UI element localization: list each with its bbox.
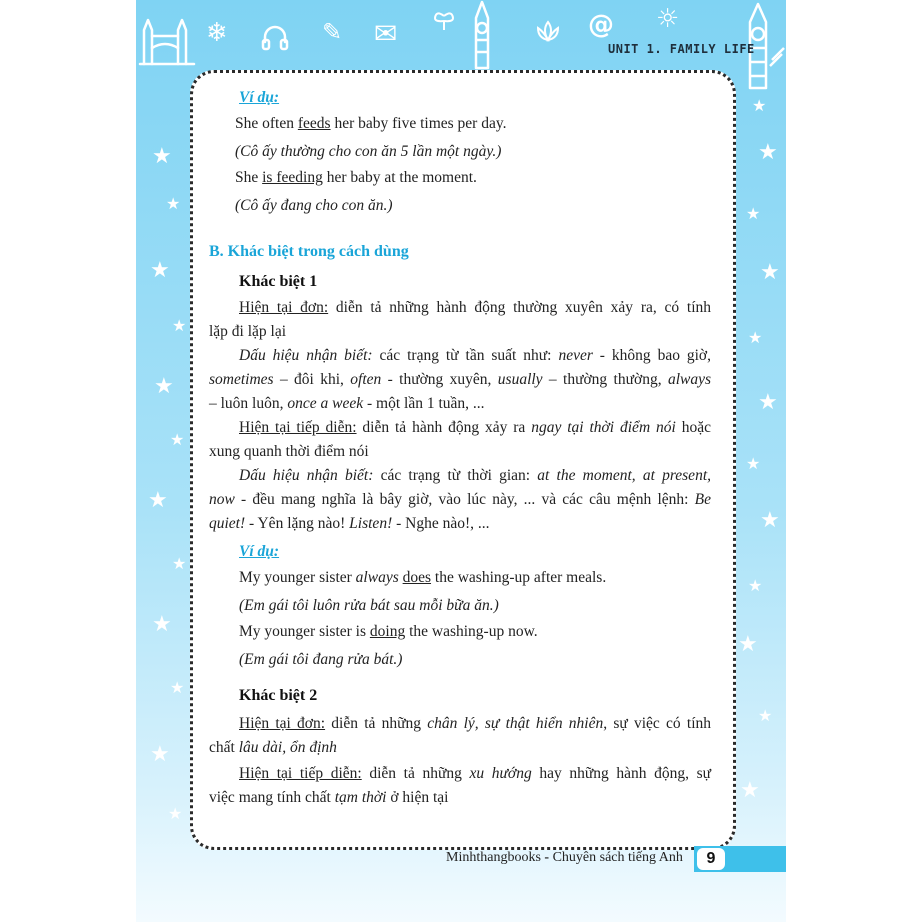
term-label: Hiện tại tiếp diễn: [239, 765, 362, 782]
butterfly-icon [432, 10, 456, 32]
text-span: diễn tả những [361, 765, 470, 782]
text-span: diễn tả hành động xảy ra [356, 419, 532, 436]
lotus-icon [534, 20, 562, 44]
text-span: her baby at the moment. [322, 169, 477, 186]
paragraph-line [239, 419, 711, 437]
star-decoration: ★ [168, 804, 183, 823]
section-title: B. Khác biệt trong cách dùng [209, 243, 409, 260]
star-decoration: ★ [748, 328, 763, 347]
example-translation: (Em gái tôi đang rửa bát.) [239, 651, 403, 668]
text-span: - thường xuyên, [381, 371, 498, 388]
emphasis: tạm thời [334, 789, 387, 806]
paragraph-line [209, 789, 448, 807]
text-span: các trạng từ tần suất như: [372, 347, 559, 364]
emphasis: xu hướng [469, 765, 532, 782]
footer-credit [446, 850, 683, 866]
text-span: - đều mang nghĩa là bây giờ, vào lúc này, ... và các câu mệnh lệnh: [234, 491, 695, 508]
keyword: quiet! [209, 515, 246, 532]
example-sentence [239, 623, 538, 641]
text-span: the washing-up after meals. [431, 569, 607, 586]
text-span: , sự việc có tính [603, 715, 711, 732]
pencil-icon: ✎ [322, 18, 343, 46]
term-label: Hiện tại tiếp diễn: [239, 419, 357, 436]
paragraph-line [209, 491, 711, 509]
sign-label: Dấu hiệu nhận biết: [239, 347, 373, 364]
keyword: sometimes [209, 371, 274, 388]
star-decoration: ★ [154, 374, 174, 399]
footer-tagline: Chuyên sách tiếng Anh [552, 850, 683, 865]
difference-title: Khác biệt 2 [239, 687, 318, 704]
underlined-verb: doing [369, 623, 406, 640]
text-span: – đôi khi, [273, 371, 351, 388]
text-span: - một lần 1 tuần, ... [363, 395, 485, 412]
paragraph-line [209, 739, 337, 757]
text-span: hoặc [675, 419, 711, 436]
star-decoration: ★ [170, 430, 185, 449]
star-decoration: ★ [172, 554, 187, 573]
term-label: Hiện tại đơn: [239, 299, 329, 316]
sign-label: Dấu hiệu nhận biết: [239, 467, 374, 484]
example-sentence [239, 569, 606, 587]
paragraph-line [209, 395, 485, 413]
text-span: her baby five times per day. [330, 115, 507, 132]
text-span: She [235, 169, 263, 186]
unit-label: UNIT 1. FAMILY LIFE [608, 42, 755, 56]
example-label [239, 89, 279, 107]
keyword: once a week [287, 395, 364, 412]
star-decoration: ★ [746, 204, 761, 223]
term-label: Hiện tại đơn: [239, 715, 326, 732]
star-decoration: ★ [170, 678, 185, 697]
text-span: chất [209, 739, 239, 756]
star-decoration: ★ [758, 706, 773, 725]
emphasis: ngay tại thời điểm nói [531, 419, 676, 436]
paragraph-line [239, 347, 711, 365]
text-span: – luôn luôn, [209, 395, 288, 412]
star-decoration: ★ [172, 316, 187, 335]
keyword: Listen! [349, 515, 393, 532]
underlined-verb: feeds [297, 115, 331, 132]
example-label-text: Ví dụ: [239, 89, 280, 106]
paragraph-line [239, 467, 711, 485]
paragraph-line [239, 765, 711, 783]
paragraph-line [239, 715, 711, 733]
star-decoration: ★ [760, 508, 780, 533]
light-bulb-icon: ☼ [656, 4, 680, 34]
text-span: các trạng từ thời gian: [373, 467, 538, 484]
star-decoration: ★ [738, 632, 758, 657]
star-decoration: ★ [152, 144, 172, 169]
emphasis: lâu dài, ổn định [238, 739, 337, 756]
footer-separator: - [540, 850, 553, 865]
snowflake-icon: ❄ [206, 18, 228, 48]
publisher-name: Minhthangbooks [446, 850, 541, 865]
paragraph-line [239, 299, 711, 317]
example-label-text: Ví dụ: [239, 543, 280, 560]
star-decoration: ★ [740, 778, 760, 803]
text-span: She often [235, 115, 298, 132]
underlined-verb: is feeding [262, 169, 323, 186]
keyword: always [667, 371, 711, 388]
star-decoration: ★ [758, 140, 778, 165]
example-translation: (Cô ấy đang cho con ăn.) [235, 197, 393, 214]
example-sentence [235, 169, 477, 187]
page-number: 9 [697, 848, 725, 870]
chat-bubble-icon: ✉ [374, 17, 398, 50]
paragraph-line: lặp đi lặp lại [209, 323, 287, 340]
example-sentence [235, 115, 506, 133]
big-ben-icon [462, 0, 502, 70]
star-decoration: ★ [148, 488, 168, 513]
star-decoration: ★ [748, 576, 763, 595]
difference-title: Khác biệt 1 [239, 273, 318, 290]
paragraph-line [209, 515, 490, 533]
example-translation: (Cô ấy thường cho con ăn 5 lần một ngày.) [235, 143, 502, 160]
star-decoration: ★ [166, 194, 181, 213]
keyword: never [558, 347, 593, 364]
page-content [193, 73, 733, 847]
text-span: việc mang tính chất [209, 789, 335, 806]
text-span: ở hiện tại [386, 789, 449, 806]
paragraph-line: xung quanh thời điểm nói [209, 443, 369, 460]
at-sign-icon: @ [588, 10, 614, 40]
text-span: diễn tả những [325, 715, 428, 732]
star-decoration: ★ [150, 258, 170, 283]
star-decoration: ★ [746, 454, 761, 473]
star-decoration: ★ [150, 742, 170, 767]
text-span: My younger sister is [239, 623, 370, 640]
headphones-icon [260, 22, 290, 52]
text-span: hay những hành động, sự [531, 765, 712, 782]
example-translation: (Em gái tôi luôn rửa bát sau mỗi bữa ăn.) [239, 597, 499, 614]
keyword: usually [497, 371, 543, 388]
keyword: now [209, 491, 235, 508]
emphasis: chân lý, sự thật hiển nhiên [427, 715, 604, 732]
text-span: – thường thường, [542, 371, 668, 388]
text-span: - Yên lặng nào! [245, 515, 350, 532]
text-span: - không bao giờ, [592, 347, 712, 364]
example-label [239, 543, 279, 561]
keyword: at the moment, at present, [537, 467, 711, 484]
text-span: - Nghe nào!, ... [392, 515, 490, 532]
star-decoration: ★ [758, 390, 778, 415]
text-span: diễn tả những hành động thường xuyên xảy ra, có tính [328, 299, 711, 316]
tower-bridge-icon [138, 14, 196, 66]
text-span: My younger sister [239, 569, 356, 586]
paragraph-line [209, 371, 711, 389]
content-panel [190, 70, 736, 850]
underlined-verb: does [402, 569, 432, 586]
star-decoration: ★ [760, 260, 780, 285]
star-decoration: ★ [152, 612, 172, 637]
keyword: Be [694, 491, 711, 508]
keyword: always [355, 569, 399, 586]
keyword: often [350, 371, 382, 388]
star-decoration: ★ [752, 96, 767, 115]
text-span: the washing-up now. [405, 623, 538, 640]
